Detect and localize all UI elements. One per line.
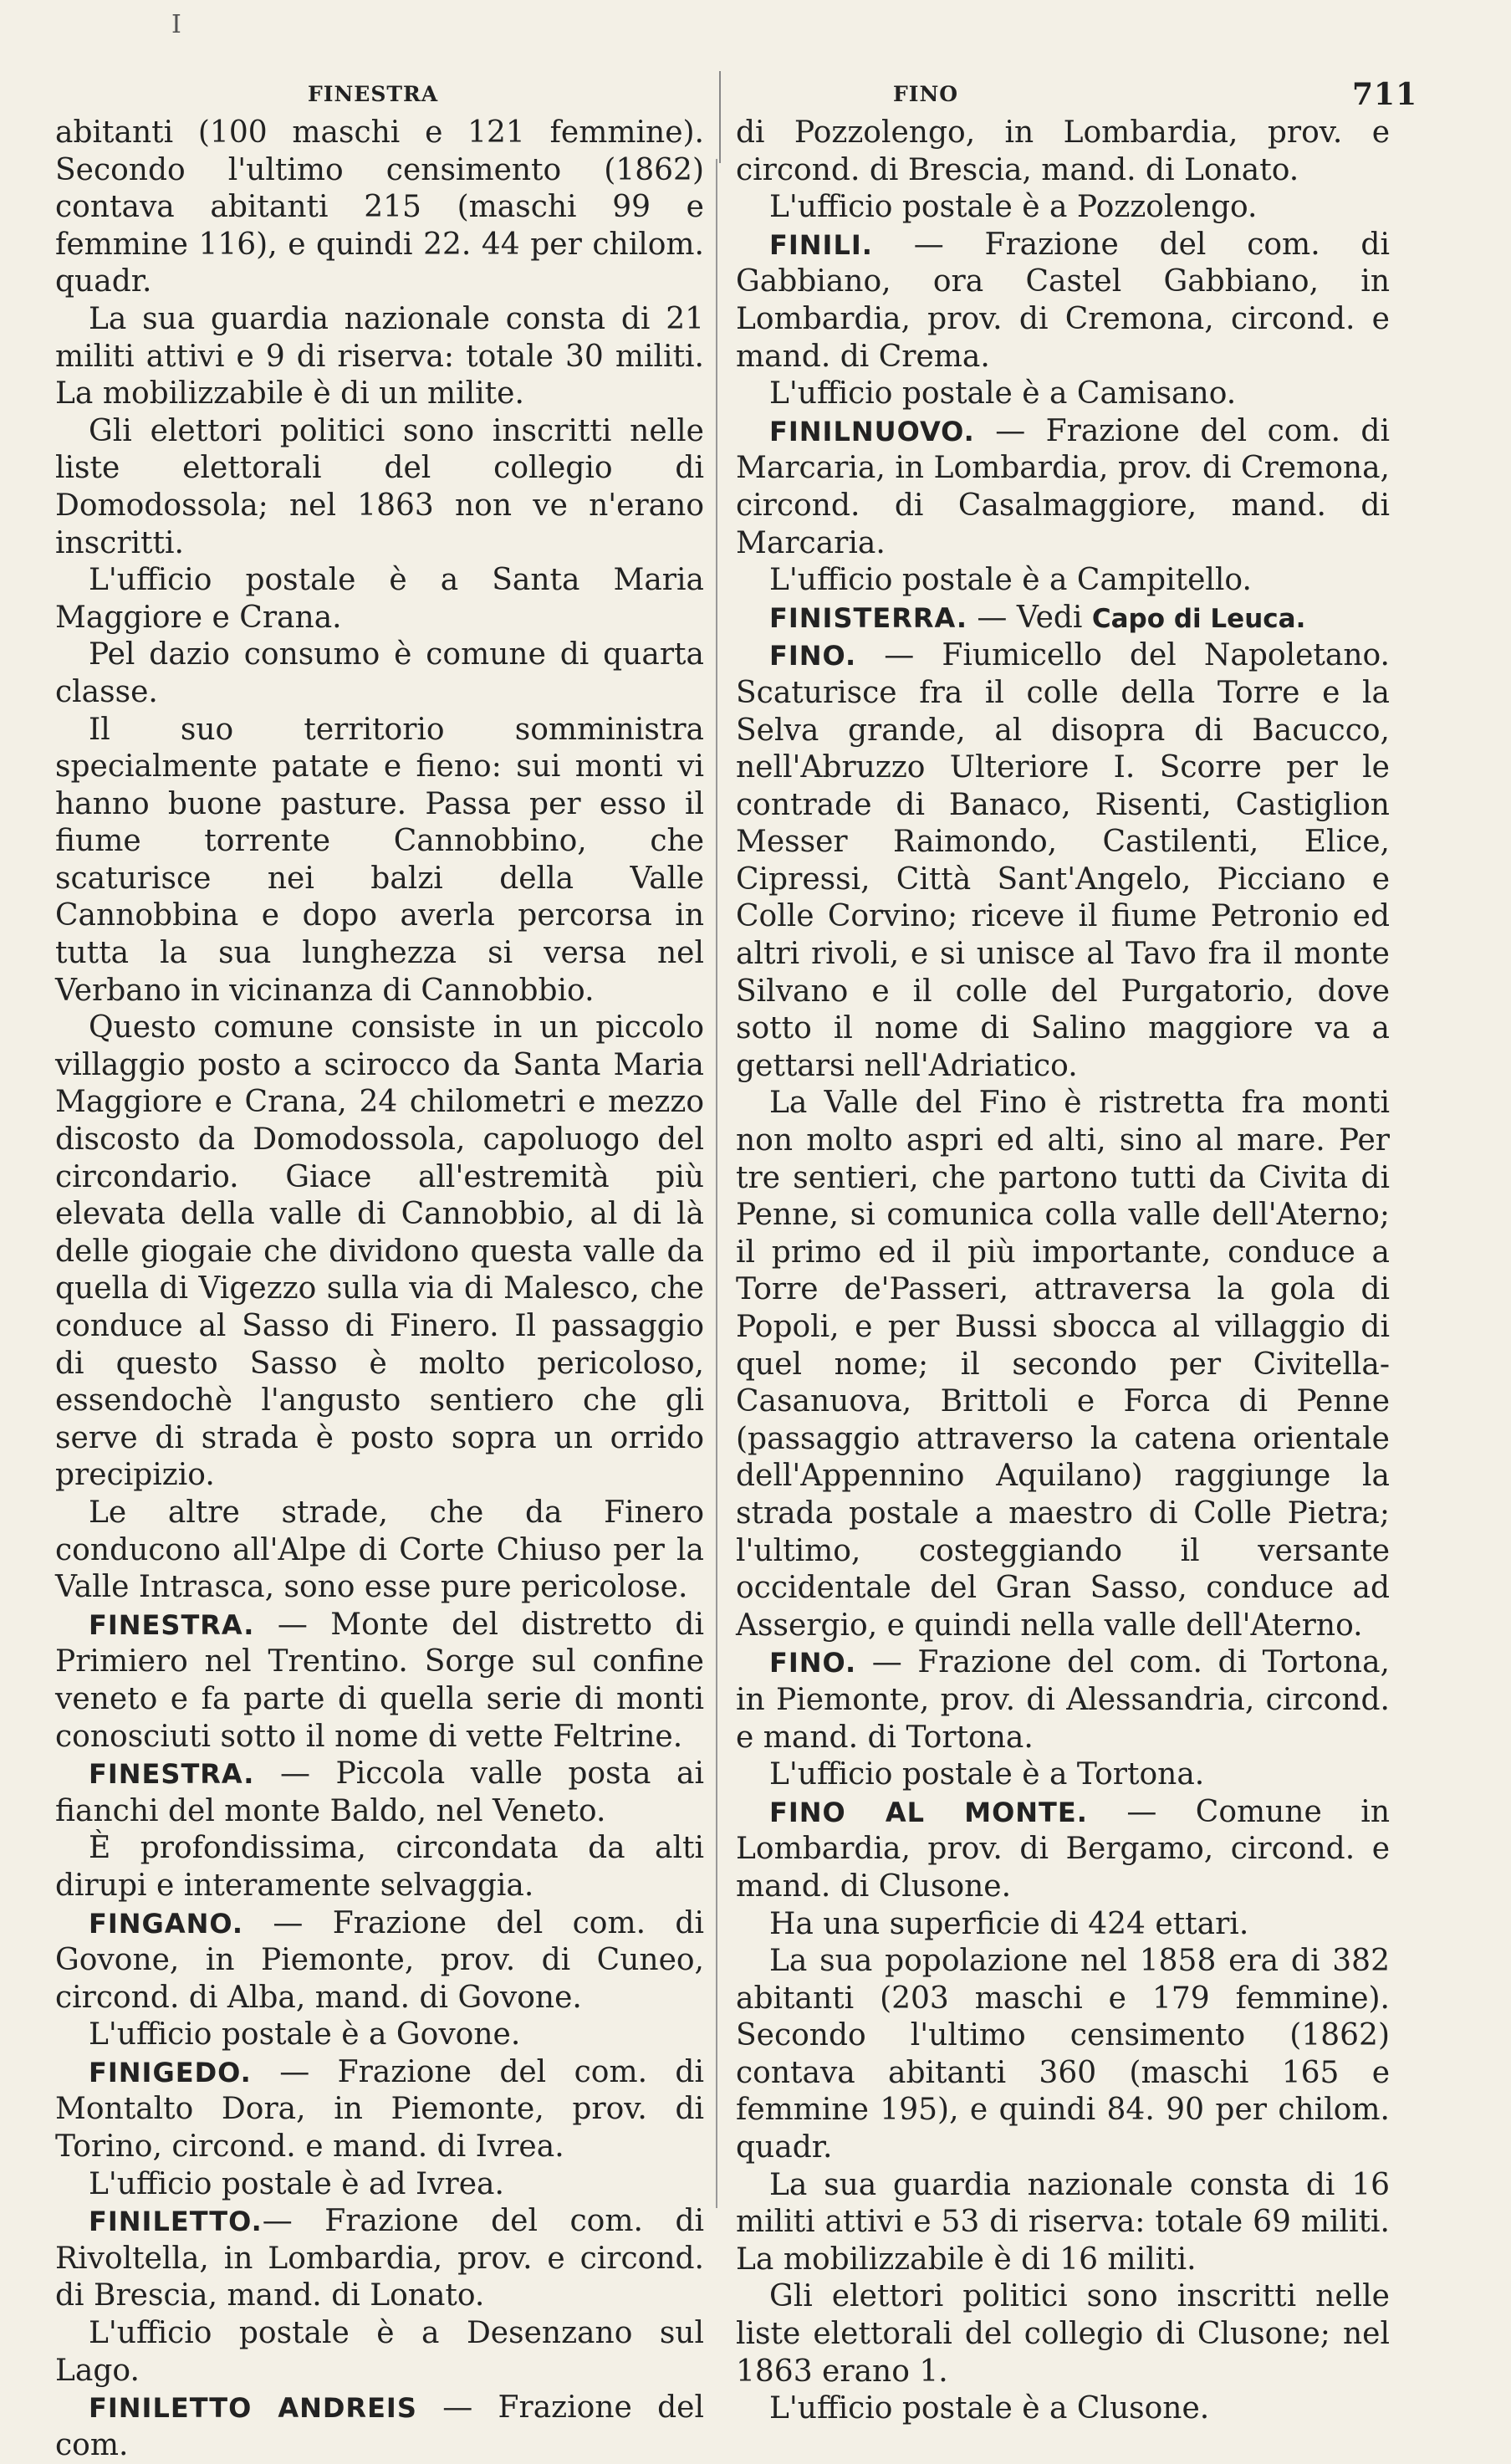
entry-headword: FINISTERRA. — [769, 601, 967, 634]
entry-paragraph — [55, 1495, 704, 1607]
entry-text: L'ufficio postale è a Camisano. — [769, 376, 1237, 412]
entry-paragraph — [55, 562, 704, 636]
dictionary-entry — [736, 413, 1390, 562]
entry-headword: FINO. — [769, 640, 857, 672]
entry-text: — Frazione del com. di Govone, in Piemonte, prov. di Cuneo, circond. di Alba, mand. di Govone. — [55, 1905, 704, 2015]
entry-text: È profondissima, circondata da alti dirupi e interamente selvaggia. — [55, 1831, 704, 1903]
entry-text: Le altre strade, che da Finero conducono all'Alpe di Corte Chiuso per la Valle Intrasca, sono esse pure pericolose. — [55, 1495, 704, 1605]
column-rule-top — [719, 71, 721, 163]
entry-paragraph — [55, 1830, 704, 1904]
dictionary-entry — [55, 1756, 704, 1830]
entry-text: L'ufficio postale è a Govone. — [89, 2017, 521, 2052]
entry-headword: FINESTRA. — [89, 1608, 255, 1641]
right-column — [736, 115, 1390, 2428]
dictionary-entry — [736, 1794, 1390, 1906]
dictionary-entry — [55, 2054, 704, 2166]
entry-text: L'ufficio postale è a Tortona. — [769, 1757, 1205, 1792]
entry-text: Il suo territorio somministra specialmente patate e fieno: sui monti vi hanno buone pasture. Passa per esso il fiume torrente Cannobbino, che scaturisce nei balzi della Valle Cannobbina e dopo averla percorsa in tutta la sua lunghezza si versa nel Verbano in vicinanza di Cannobbio. — [55, 712, 704, 1008]
entry-text: — Vedi — [967, 600, 1092, 635]
entry-paragraph — [55, 2166, 704, 2204]
entry-paragraph — [55, 712, 704, 1010]
entry-paragraph — [736, 1085, 1390, 1644]
page-top-mark: I — [171, 10, 181, 39]
entry-headword: FINILI. — [769, 228, 873, 261]
dictionary-entry — [736, 637, 1390, 1085]
entry-text: La sua popolazione nel 1858 era di 382 abitanti (203 maschi e 179 femmine). Secondo l'ultimo censimento (1862) contava abitanti 360 (maschi 165 e femmine 195), e quindi 84. 90 per chilom. quadr. — [736, 1944, 1390, 2165]
entry-text: Questo comune consiste in un piccolo villaggio posto a scirocco da Santa Maria Maggiore e Crana, 24 chilometri e mezzo discosto da Domodossola, capoluogo del circondario. Giace all'estremità più elevata della valle di Cannobbio, al di là delle giogaie che dividono questa valle da quella di Vigezzo sulla via di Malesco, che conduce al Sasso di Finero. Il passaggio di questo Sasso è molto pericoloso, essendochè l'angusto sentiero che gli serve di strada è posto sopra un orrido precipizio. — [55, 1010, 704, 1493]
entry-text: — Frazione del com. di Tortona, in Piemonte, prov. di Alessandria, circond. e mand. di Tortona. — [736, 1645, 1390, 1755]
dictionary-entry — [736, 227, 1390, 376]
entry-text: — Frazione del com. di Gabbiano, ora Castel Gabbiano, in Lombardia, prov. di Cremona, circond. e mand. di Crema. — [736, 227, 1390, 374]
entry-text: L'ufficio postale è ad Ivrea. — [89, 2166, 504, 2201]
entry-paragraph — [736, 1756, 1390, 1794]
entry-text: La sua guardia nazionale consta di 16 militi attivi e 53 di riserva: totale 69 militi. La mobilizzabile è di 16 militi. — [736, 2167, 1390, 2277]
entry-text: Pel dazio consumo è comune di quarta classe. — [55, 637, 704, 709]
dictionary-entry — [55, 1607, 704, 1756]
entry-paragraph — [736, 2167, 1390, 2279]
entry-paragraph — [55, 1010, 704, 1495]
dictionary-entry — [55, 2390, 704, 2464]
dictionary-entry — [736, 1644, 1390, 1756]
entry-text: L'ufficio postale è a Desenzano sul Lago. — [55, 2316, 704, 2388]
entry-headword: FINIGEDO. — [89, 2056, 252, 2088]
entry-paragraph — [736, 2390, 1390, 2428]
entry-headword: FINO. — [769, 1647, 857, 1679]
entry-headword: FINO AL MONTE. — [769, 1796, 1088, 1828]
entry-paragraph — [736, 2278, 1390, 2390]
entry-text: Gli elettori politici sono inscritti nelle liste elettorali del collegio di Clusone; nel 1863 erano 1. — [736, 2279, 1390, 2389]
entry-headword: FINESTRA. — [89, 1758, 255, 1791]
entry-headword: FINGANO. — [89, 1907, 244, 1940]
entry-text: L'ufficio postale è a Campitello. — [769, 563, 1252, 598]
entry-paragraph — [736, 1906, 1390, 1944]
entry-text: — Frazione del com. di Montalto Dora, in Piemonte, prov. di Torino, circond. e mand. di Ivrea. — [55, 2054, 704, 2165]
entry-paragraph — [55, 115, 704, 301]
entry-text: L'ufficio postale è a Santa Maria Maggiore e Crana. — [55, 563, 704, 635]
entry-paragraph — [736, 1943, 1390, 2167]
running-header-right: FINO — [893, 82, 959, 106]
column-divider — [716, 159, 717, 2208]
entry-paragraph — [736, 376, 1390, 413]
entry-headword: FINILNUOVO. — [769, 415, 975, 447]
entry-text: Gli elettori politici sono inscritti nelle liste elettorali del collegio di Domodossola; nel 1863 non ve n'erano inscritti. — [55, 413, 704, 560]
entry-paragraph — [55, 2017, 704, 2054]
entry-paragraph — [55, 301, 704, 413]
entry-text: — Fiumicello del Napoletano. Scaturisce fra il colle della Torre e la Selva grande, al disopra di Bacucco, nell'Abruzzo Ulteriore I. Scorre per le contrade di Banaco, Risenti, Castiglion Messer Raimondo, Castilenti, Elice, Cipressi, Città Sant'Angelo, Picciano e Colle Corvino; riceve il fiume Petronio ed altri rivoli, e si unisce al Tavo fra il monte Silvano e il colle del Purgatorio, dove sotto il nome di Salino maggiore va a gettarsi nell'Adriatico. — [736, 638, 1390, 1083]
cross-reference: Capo di Leuca. — [1091, 603, 1306, 634]
entry-paragraph — [736, 115, 1390, 189]
entry-paragraph — [736, 562, 1390, 600]
entry-text: abitanti (100 maschi e 121 femmine). Secondo l'ultimo censimento (1862) contava abitanti 215 (maschi 99 e femmine 116), e quindi 22. 44 per chilom. quadr. — [55, 115, 704, 299]
dictionary-entry — [55, 2203, 704, 2315]
entry-paragraph — [736, 189, 1390, 227]
dictionary-entry — [736, 600, 1390, 638]
entry-paragraph — [55, 636, 704, 711]
page-number: 711 — [1352, 77, 1418, 112]
entry-paragraph — [55, 2315, 704, 2390]
entry-text: — Piccola valle posta ai fianchi del monte Baldo, nel Veneto. — [55, 1756, 704, 1828]
entry-text: di Pozzolengo, in Lombardia, prov. e circond. di Brescia, mand. di Lonato. — [736, 115, 1390, 187]
entry-headword: FINILETTO. — [89, 2206, 263, 2238]
entry-text: — Frazione del com. di Marcaria, in Lombardia, prov. di Cremona, circond. di Casalmaggiore, mand. di Marcaria. — [736, 413, 1390, 560]
entry-text: La Valle del Fino è ristretta fra monti non molto aspri ed alti, sino al mare. Per tre sentieri, che partono tutti da Civita di Penne, si comunica colla valle dell'Aterno; il primo ed il più importante, conduce a Torre de'Passeri, attraversa la gola di Popoli, e per Bussi sbocca al villaggio di quel nome; il secondo per Civitella-Casanuova, Brittoli e Forca di Penne (passaggio attraverso la catena orientale dell'Appennino Aquilano) raggiunge la strada postale a maestro di Colle Pietra; l'ultimo, costeggiando il versante occidentale del Gran Sasso, conduce ad Assergio, e quindi nella valle dell'Aterno. — [736, 1086, 1390, 1643]
dictionary-entry — [55, 1905, 704, 2017]
entry-text: — Frazione del com. di Rivoltella, in Lombardia, prov. e circond. di Brescia, mand. di Lonato. — [55, 2204, 704, 2313]
entry-text: L'ufficio postale è a Pozzolengo. — [769, 190, 1258, 225]
running-header-left: FINESTRA — [308, 82, 439, 106]
entry-paragraph — [55, 413, 704, 562]
entry-text: — Comune in Lombardia, prov. di Bergamo, circond. e mand. di Clusone. — [736, 1794, 1390, 1904]
entry-text: La sua guardia nazionale consta di 21 militi attivi e 9 di riserva: totale 30 militi. La mobilizzabile è di un milite. — [55, 301, 704, 412]
entry-headword: FINILETTO ANDREIS — [89, 2392, 417, 2425]
left-column — [55, 115, 704, 2464]
entry-text: L'ufficio postale è a Clusone. — [769, 2391, 1210, 2426]
entry-text: Ha una superficie di 424 ettari. — [769, 1906, 1249, 1941]
entry-text: — Frazione del com. — [55, 2390, 704, 2462]
entry-text: — Monte del distretto di Primiero nel Trentino. Sorge sul confine veneto e fa parte di quella serie di monti conosciuti sotto il nome di vette Feltrine. — [55, 1607, 704, 1754]
